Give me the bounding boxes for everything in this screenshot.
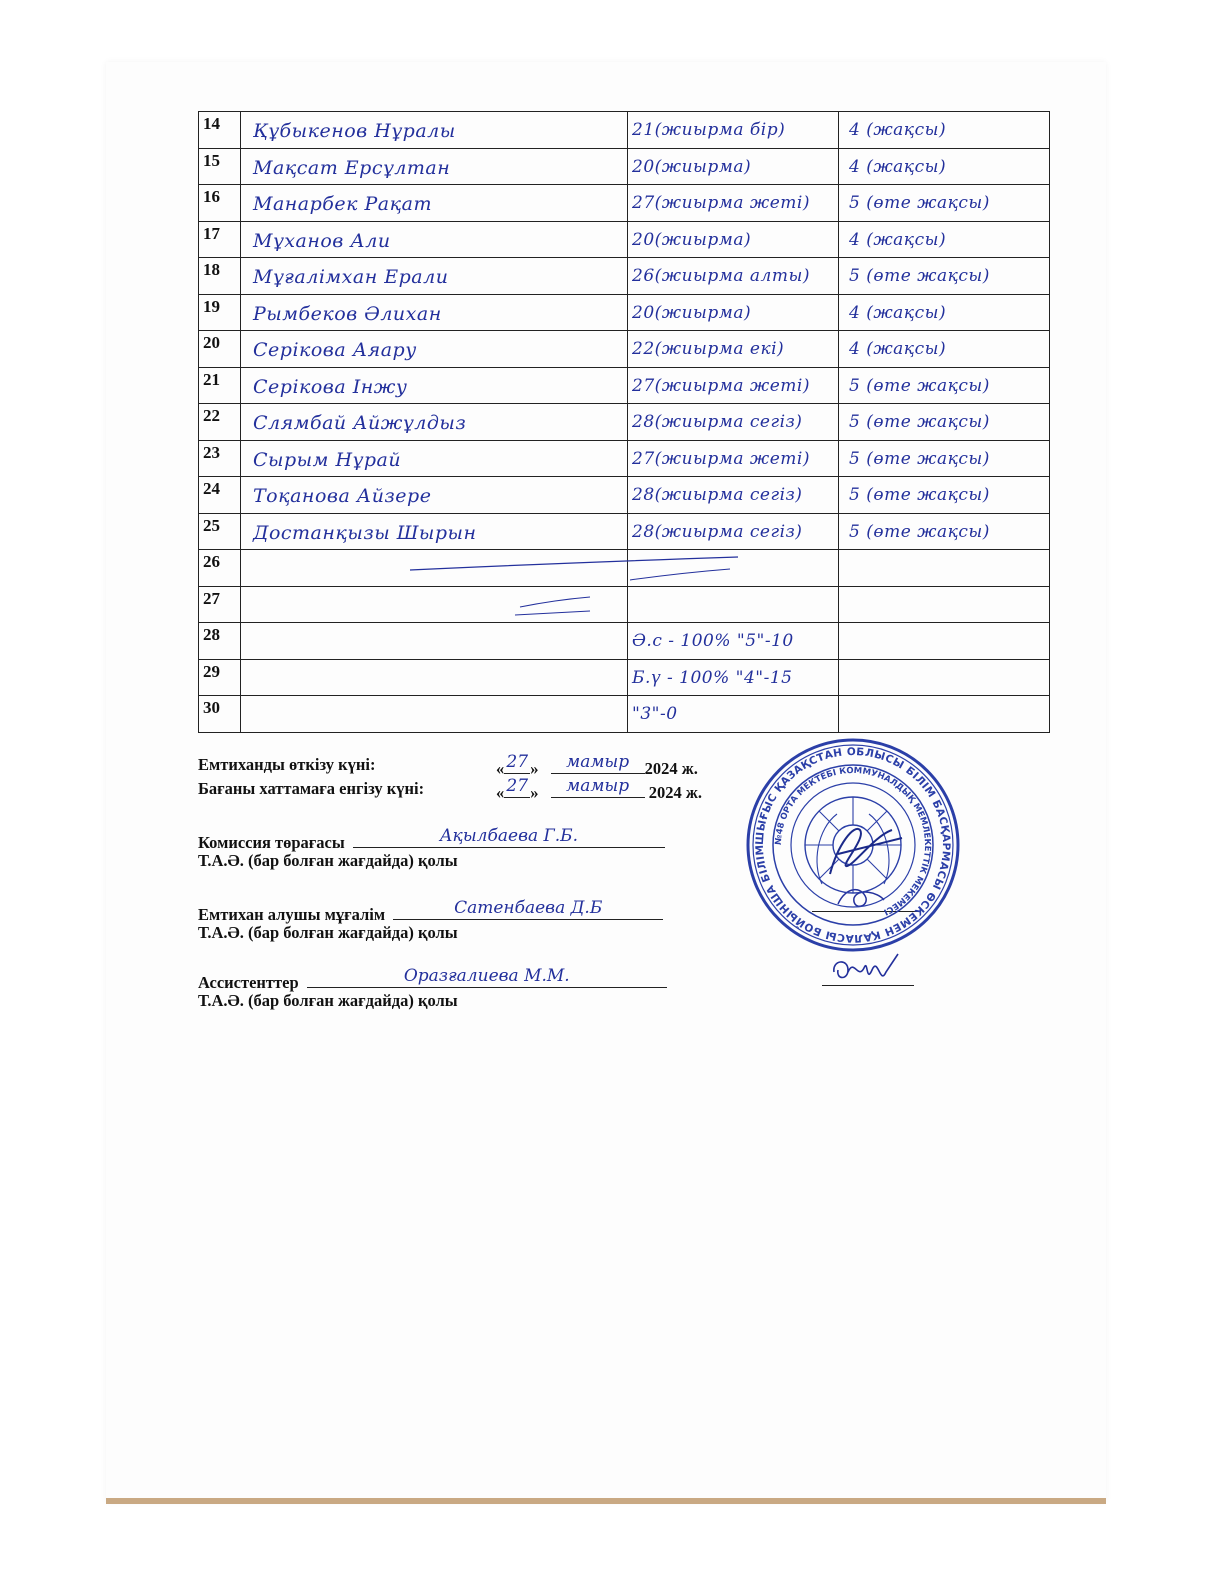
score-cell: 20(жиырма) [632, 156, 752, 177]
grade-cell: 5 (өте жақсы) [849, 521, 990, 542]
row-number-cell: 16 [199, 185, 241, 222]
table-row [199, 440, 1050, 477]
row-number-cell: 17 [199, 221, 241, 258]
score-cell-cell [628, 440, 839, 477]
student-name-cell [241, 367, 628, 404]
grade-cell-cell [839, 440, 1050, 477]
student-name: Құбыкенов Нұралы [253, 120, 456, 142]
exam-date-label: Емтиханды өткізу күні: [198, 755, 376, 774]
student-name-cell [241, 112, 628, 149]
row-number-cell: 19 [199, 294, 241, 331]
entry-year: 2024 ж. [648, 783, 702, 802]
entry-date-line [198, 776, 702, 802]
row-number-cell: 23 [199, 440, 241, 477]
chair-name: Ақылбаева Г.Б. [439, 826, 579, 846]
grade-cell-cell [839, 477, 1050, 514]
grade-cell: 5 (өте жақсы) [849, 375, 990, 396]
score-cell: Ә.с - 100% "5"-10 [632, 631, 794, 651]
table-row [199, 112, 1050, 149]
chair-line [198, 826, 665, 853]
grades-table [198, 111, 1050, 733]
table-row [199, 148, 1050, 185]
svg-text:ШЫҒЫС ҚАЗАҚСТАН ОБЛЫСЫ БІЛІМ Б: ШЫҒЫС ҚАЗАҚСТАН ОБЛЫСЫ БІЛІМ БАСҚАРМАСЫ ӨСКЕМЕН ҚАЛАСЫ БОЙЫНША БІЛІМ [753, 745, 953, 945]
grade-cell: 5 (өте жақсы) [849, 448, 990, 469]
score-cell-cell [628, 623, 839, 660]
student-name: Манарбек Рақат [253, 193, 432, 215]
row-number-cell: 15 [199, 148, 241, 185]
student-name: Слямбай Айжұлдыз [253, 412, 467, 434]
assistants-caption: Т.А.Ә. (бар болған жағдайда) қолы [198, 991, 458, 1010]
grade-cell: 5 (өте жақсы) [849, 193, 990, 213]
student-name-cell [241, 185, 628, 222]
score-cell: 21(жиырма бір) [632, 120, 786, 140]
chair-caption: Т.А.Ә. (бар болған жағдайда) қолы [198, 851, 458, 870]
row-number-cell: 24 [199, 477, 241, 514]
student-name-cell [241, 623, 628, 660]
score-cell-cell [628, 331, 839, 368]
exam-month: мамыр [566, 752, 630, 772]
score-cell-cell [628, 294, 839, 331]
grade-cell: 4 (жақсы) [849, 339, 947, 359]
table-row [199, 221, 1050, 258]
grade-cell-cell [839, 294, 1050, 331]
teacher-name: Сатенбаева Д.Б [454, 898, 603, 918]
assistants-name: Оразғалиева М.М. [403, 966, 570, 986]
official-stamp [742, 734, 964, 956]
row-number-cell: 29 [199, 659, 241, 696]
entry-month: мамыр [566, 776, 630, 796]
student-name: Тоқанова Айзере [253, 485, 432, 507]
grade-cell-cell [839, 148, 1050, 185]
grade-cell-cell [839, 331, 1050, 368]
student-name-cell [241, 659, 628, 696]
score-cell: 20(жиырма) [632, 302, 752, 323]
student-name: Серікова Аяару [253, 339, 417, 361]
score-cell-cell [628, 367, 839, 404]
svg-text:№48 ОРТА МЕКТЕБІ КОММУНАЛДЫҚ М: №48 ОРТА МЕКТЕБІ КОММУНАЛДЫҚ МЕМЛЕКЕТТІК МЕКЕМЕСІ [773, 765, 933, 917]
score-cell: 28(жиырма сегіз) [632, 521, 803, 542]
exam-year: 2024 ж. [644, 759, 698, 778]
table-row [199, 331, 1050, 368]
student-name: Сырым Нұрай [253, 448, 402, 471]
table-row [199, 185, 1050, 222]
student-name: Мұханов Али [253, 229, 391, 252]
table-row [199, 659, 1050, 696]
score-cell-cell [628, 112, 839, 149]
student-name: Мақсат Ерсұлтан [253, 156, 451, 179]
grade-cell-cell [839, 367, 1050, 404]
score-cell: 20(жиырма) [632, 229, 752, 250]
score-cell-cell [628, 696, 839, 733]
score-cell: "3"-0 [632, 704, 678, 724]
teacher-line [198, 898, 663, 925]
row-number-cell: 18 [199, 258, 241, 295]
quote-close: » [530, 783, 539, 802]
grade-cell-cell [839, 659, 1050, 696]
score-cell: 22(жиырма екі) [632, 339, 785, 359]
strike-marks [380, 545, 780, 625]
student-name: Рымбеков Әлихан [253, 302, 442, 325]
row-number-cell: 28 [199, 623, 241, 660]
score-cell: 27(жиырма жеті) [632, 375, 810, 396]
student-name-cell [241, 221, 628, 258]
grade-cell: 4 (жақсы) [849, 120, 947, 140]
grade-cell-cell [839, 696, 1050, 733]
score-cell-cell [628, 148, 839, 185]
teacher-caption: Т.А.Ә. (бар болған жағдайда) қолы [198, 923, 458, 942]
exam-date-line [198, 752, 698, 778]
student-name-cell [241, 404, 628, 441]
entry-day: 27 [506, 776, 529, 796]
student-name-cell [241, 148, 628, 185]
row-number-cell: 21 [199, 367, 241, 404]
grade-cell-cell [839, 112, 1050, 149]
row-number-cell: 25 [199, 513, 241, 550]
score-cell: 28(жиырма сегіз) [632, 485, 803, 505]
score-cell: Б.ү - 100% "4"-15 [632, 667, 793, 688]
table-row [199, 477, 1050, 514]
student-name: Серікова Інжу [253, 375, 408, 398]
student-name-cell [241, 294, 628, 331]
grade-cell-cell [839, 221, 1050, 258]
quote-open: « [496, 783, 505, 802]
score-cell: 27(жиырма жеті) [632, 448, 810, 469]
table-row [199, 294, 1050, 331]
row-number-cell: 22 [199, 404, 241, 441]
row-number-cell: 26 [199, 550, 241, 587]
student-name-cell [241, 331, 628, 368]
grade-cell-cell [839, 185, 1050, 222]
student-name-cell [241, 440, 628, 477]
grade-cell: 4 (жақсы) [849, 229, 947, 250]
row-number-cell: 30 [199, 696, 241, 733]
grade-cell: 5 (өте жақсы) [849, 266, 990, 286]
score-cell-cell [628, 404, 839, 441]
score-cell-cell [628, 185, 839, 222]
paper-edge [106, 1498, 1106, 1504]
assistants-label: Ассистенттер [198, 973, 299, 992]
grade-cell-cell [839, 404, 1050, 441]
student-name: Достанқызы Шырын [253, 521, 477, 544]
grade-cell-cell [839, 513, 1050, 550]
grade-cell-cell [839, 258, 1050, 295]
grade-cell: 4 (жақсы) [849, 302, 947, 323]
score-cell-cell [628, 258, 839, 295]
grade-cell: 4 (жақсы) [849, 156, 947, 177]
table-row [199, 258, 1050, 295]
exam-day: 27 [506, 752, 529, 772]
student-name-cell [241, 696, 628, 733]
score-cell-cell [628, 477, 839, 514]
student-name: Мұғалімхан Ерали [253, 266, 449, 288]
score-cell: 27(жиырма жеті) [632, 193, 810, 213]
score-cell: 26(жиырма алты) [632, 266, 810, 286]
assistants-line [198, 966, 667, 993]
student-name-cell [241, 477, 628, 514]
quote-close: » [530, 759, 539, 778]
grade-cell-cell [839, 623, 1050, 660]
grade-cell: 5 (өте жақсы) [849, 485, 990, 505]
table-row [199, 367, 1050, 404]
grade-cell-cell [839, 586, 1050, 623]
table-row [199, 623, 1050, 660]
teacher-label: Емтихан алушы мұғалім [198, 905, 386, 924]
row-number-cell: 20 [199, 331, 241, 368]
table-row [199, 404, 1050, 441]
student-name-cell [241, 258, 628, 295]
quote-open: « [496, 759, 505, 778]
score-cell-cell [628, 221, 839, 258]
row-number-cell: 14 [199, 112, 241, 149]
row-number-cell: 27 [199, 586, 241, 623]
entry-date-label: Бағаны хаттамаға енгізу күні: [198, 779, 425, 798]
score-cell-cell [628, 659, 839, 696]
grade-cell-cell [839, 550, 1050, 587]
score-cell: 28(жиырма сегіз) [632, 412, 803, 432]
chair-label: Комиссия төрағасы [198, 833, 345, 852]
table-row [199, 696, 1050, 733]
grade-cell: 5 (өте жақсы) [849, 412, 990, 432]
